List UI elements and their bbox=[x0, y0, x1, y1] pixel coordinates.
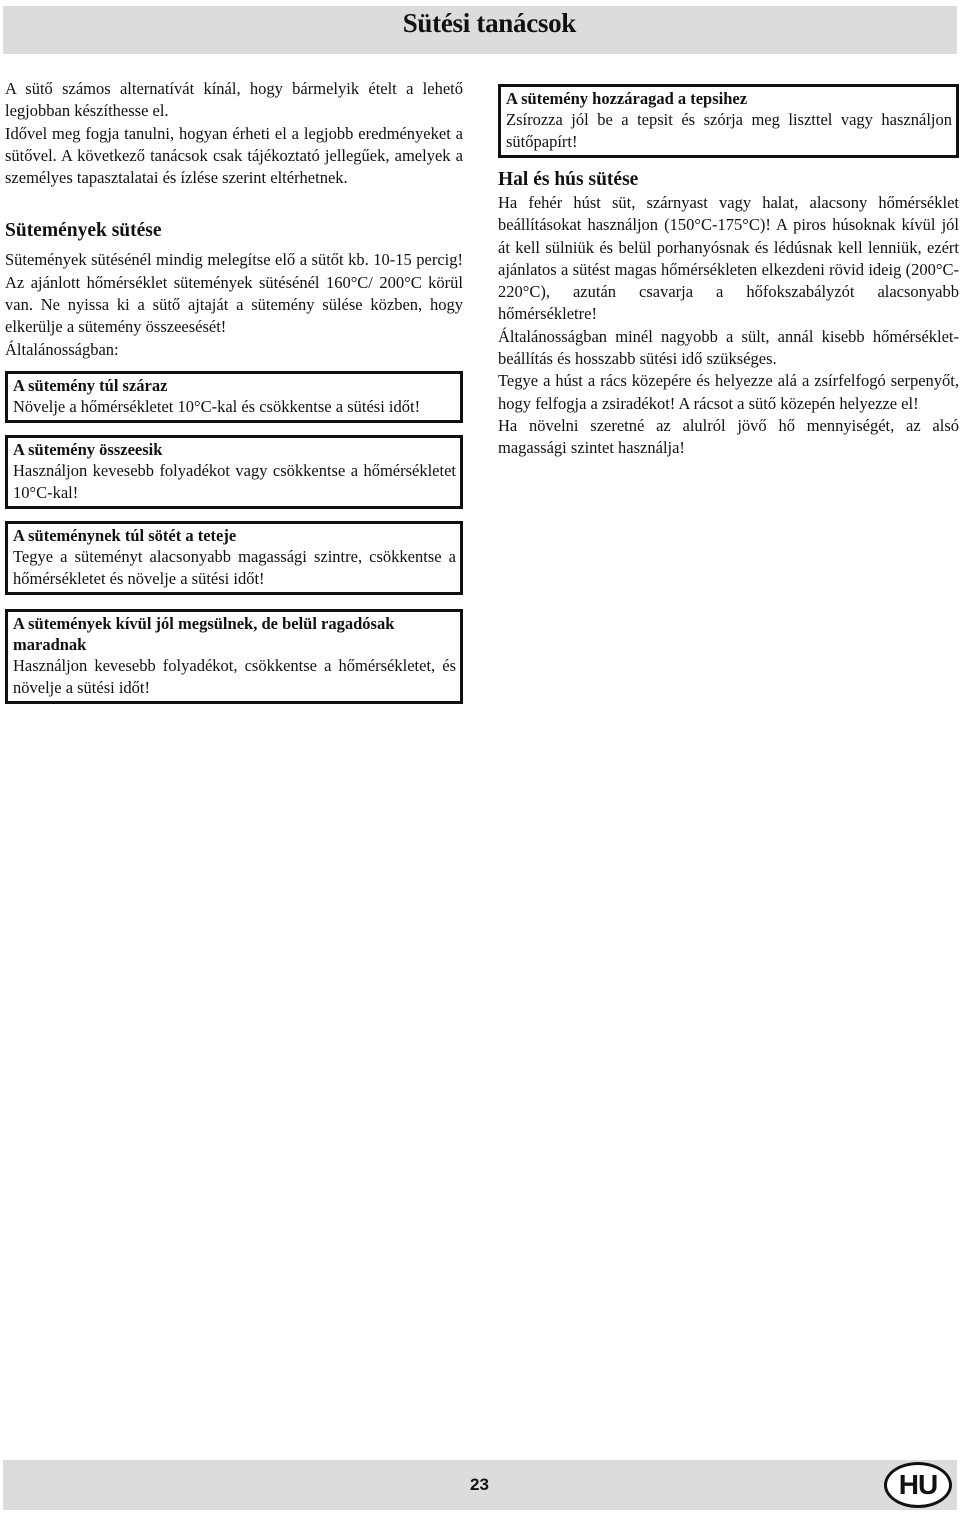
left-column bbox=[5, 78, 463, 704]
tip-body: Használjon kevesebb folyadékot, csökkentse a hőmérsékletet, és növelje a sütési időt! bbox=[13, 655, 456, 697]
language-badge: HU bbox=[884, 1462, 952, 1508]
tip-box-sticky-inside bbox=[5, 609, 463, 704]
right-column bbox=[498, 84, 959, 460]
tip-title: A sütemény hozzáragad a tepsihez bbox=[506, 89, 748, 108]
meat-paragraph-1: Ha fehér húst süt, szárnyast vagy halat, alacsony hőmérséklet beállításokat használjon (150°C-175°C)! A piros húsoknak kívül jól át kell sülniük és belül porhanyósnak és lédúsnak kell lenniük, ezért ajánlatos a sütést magas hőmérsékleten elkezdeni rövid ideig (200°C-220°C), azután csavarja a hőfokszabályzót alacsonyabb hőmérsékletre! bbox=[498, 193, 959, 324]
tip-title: A sütemények kívül jól megsülnek, de belül ragadósak maradnak bbox=[13, 613, 395, 654]
tip-title: A sütemény túl száraz bbox=[13, 375, 168, 395]
tip-body: Növelje a hőmérsékletet 10°C-kal és csökkentse a sütési időt! bbox=[13, 396, 421, 416]
meat-paragraph-2: Általánosságban minél nagyobb a sült, annál kisebb hőmérséklet-beállítás és hosszabb sütési idő szükséges. bbox=[498, 326, 959, 369]
tip-body: Tegye a süteményt alacsonyabb magassági szintre, csökkentse a hőmérsékletet és növelje a sütési időt! bbox=[13, 546, 456, 588]
tip-box-collapses bbox=[5, 435, 463, 509]
tip-title: A süteménynek túl sötét a teteje bbox=[13, 525, 237, 545]
page-number: 23 bbox=[470, 1475, 489, 1494]
meat-paragraph-3: Tegye a húst a rács közepére és helyezze alá a zsírfelfogó serpenyőt, hogy felfogja a zsiradékot! A rácsot a sütő közepén helyezze el! bbox=[498, 371, 959, 413]
intro-paragraph-1: A sütő számos alternatívát kínál, hogy bármelyik ételt a lehető legjobban készíthesse el. bbox=[5, 79, 463, 121]
cakes-general: Általánosságban: bbox=[5, 339, 119, 359]
tip-title: A sütemény összeesik bbox=[13, 439, 163, 459]
tip-body: Használjon kevesebb folyadékot vagy csökkentse a hőmérsékletet 10°C-kal! bbox=[13, 460, 456, 502]
meat-paragraph-4: Ha növelni szeretné az alulról jövő hő mennyiségét, az alsó magassági szintet használja! bbox=[498, 415, 959, 458]
tip-box-sticks-to-tray bbox=[498, 84, 959, 158]
page-title: Sütési tanácsok bbox=[402, 8, 576, 38]
cakes-body: Sütemények sütésénél mindig melegítse elő a sütőt kb. 10-15 percig! Az ajánlott hőmérséklet sütemények sütésénél 160°C/ 200°C körül van. Ne nyissa ki a sütő ajtaját a sütemény sülése közben, hogy elkerülje a sütemény összeesését! bbox=[5, 250, 463, 337]
intro-paragraph-2: Idővel meg fogja tanulni, hogyan érheti el a legjobb eredményeket a sütővel. A következő tanácsok csak tájékoztató jellegűek, amelyek a személyes tapasztalatai és ízlése szerint eltérhetnek. bbox=[5, 123, 463, 188]
tip-box-too-dry bbox=[5, 371, 463, 423]
tip-box-top-too-dark bbox=[5, 521, 463, 595]
tip-body: Zsírozza jól be a tepsit és szórja meg liszttel vagy használjon sütőpapírt! bbox=[506, 110, 952, 151]
meat-heading: Hal és hús sütése bbox=[498, 169, 639, 190]
cakes-heading: Sütemények sütése bbox=[5, 220, 162, 242]
